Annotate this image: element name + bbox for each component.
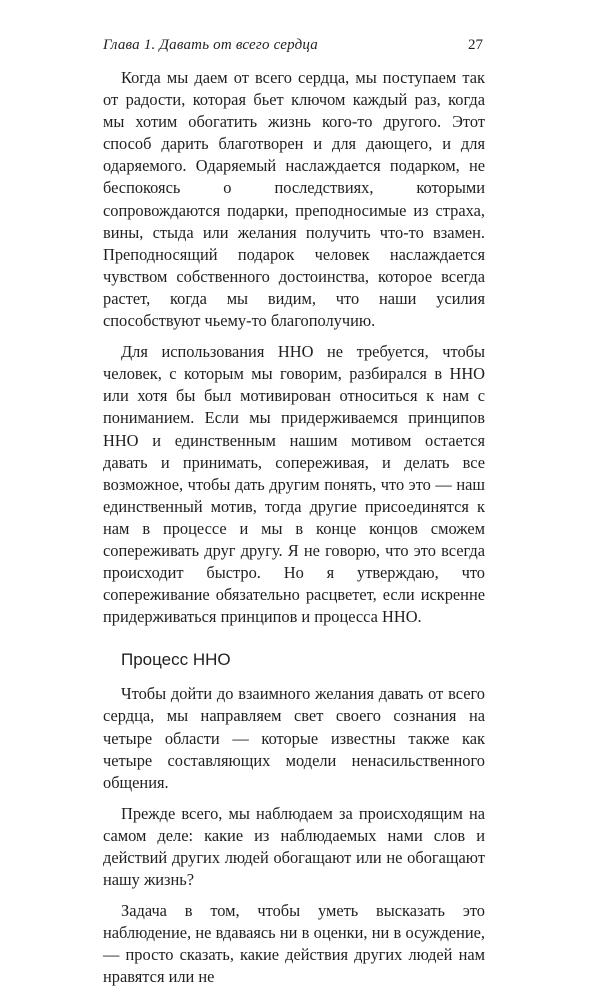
paragraph: Когда мы даем от всего сердца, мы поступаем так от радости, которая бьет ключом каждый раз, когда мы хотим обогатить жизнь кого-то другого. Этот способ дарить благотворен и для дающего, и для одаряемого. Одаряемый наслаждается подарком, не беспокоясь о последствиях, которыми сопровождаются подарки, преподносимые из страха, вины, стыда или желания получить что-то взамен. Преподносящий подарок человек наслаждается чувством собственного достоинства, которое всегда растет, когда мы видим, что наши усилия способствуют чьему-то благополучию. [103,68,485,331]
body-text [103,67,485,998]
paragraph: Чтобы дойти до взаимного желания давать от всего сердца, мы направляем свет своего сознания на четыре области — которые известны также как четыре составляющих модели ненасильственного общения. [103,684,485,792]
running-head: Глава 1. Давать от всего сердца [103,37,318,53]
paragraph: Задача в том, чтобы уметь высказать это наблюдение, не вдаваясь ни в оценки, ни в осуждение, — просто сказать, какие действия других людей нам нравятся или не [103,901,485,987]
page-number: 27 [468,37,483,53]
paragraph: Для использования ННО не требуется, чтобы человек, с которым мы говорим, разбирался в ННО или хотя бы был мотивирован относиться к нам с пониманием. Если мы придерживаемся принципов ННО и единственным нашим мотивом остается давать и принимать, сопереживая, и делать все возможное, чтобы дать другим понять, что это — наш единственный мотив, тогда другие присоединятся к нам в процессе и мы в конце концов сможем сопереживать друг другу. Я не говорю, что это всегда происходит быстро. Но я утверждаю, что сопереживание обязательно расцветет, если искренне придерживаться принципов и процесса ННО. [103,342,485,627]
section-heading: Процесс ННО [121,650,231,670]
paragraph: Прежде всего, мы наблюдаем за происходящим на самом деле: какие из наблюдаемых нами слов и действий других людей обогащают или не обогащают нашу жизнь? [103,803,485,890]
